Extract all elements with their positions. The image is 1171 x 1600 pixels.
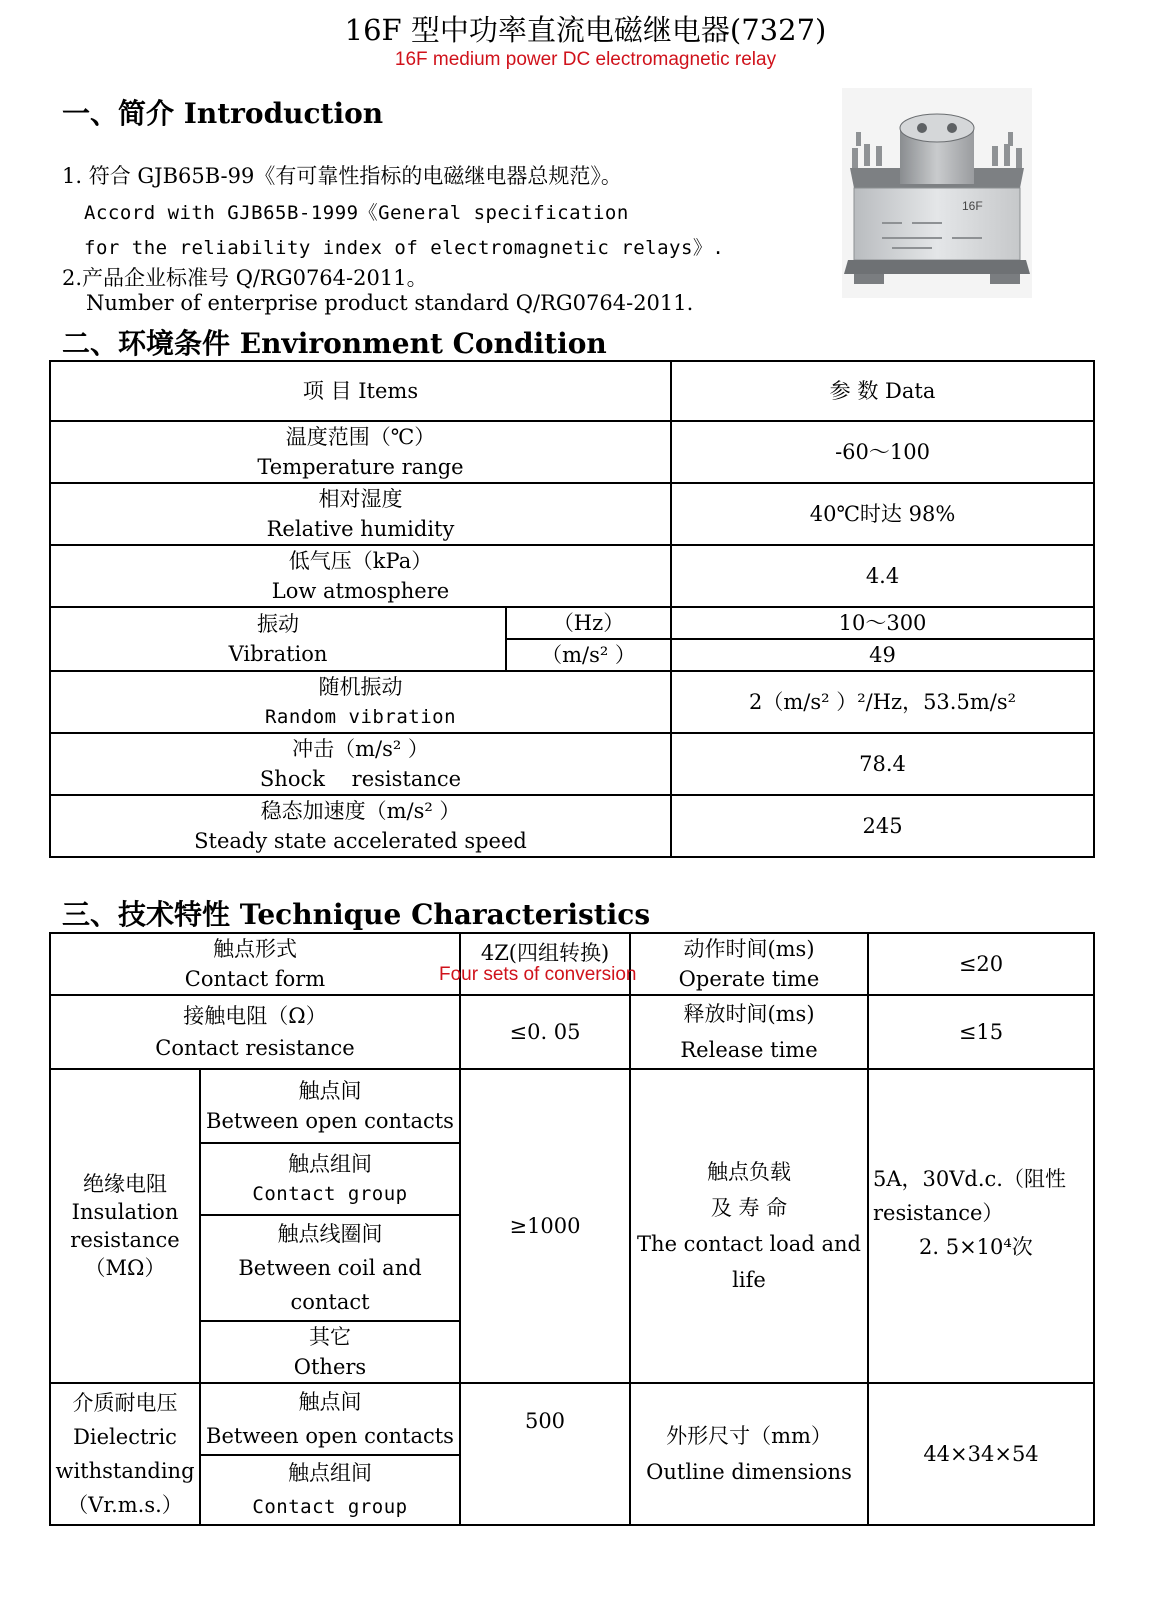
item-en: Outline dimensions — [646, 1460, 852, 1484]
operate-time-value: ≤20 — [868, 933, 1094, 995]
table-row — [50, 607, 1094, 639]
intro-item2-en: Number of enterprise product standard Q/RG0764-2011. — [86, 291, 694, 315]
dielectric-label — [50, 1383, 200, 1525]
technique-heading: 三、技术特性 Technique Characteristics — [62, 898, 651, 931]
intro-heading: 一、简介 Introduction — [62, 97, 384, 130]
item-cell — [50, 795, 671, 857]
insulation-sub-cell — [200, 1215, 460, 1321]
item-cn: 触点组间 — [288, 1152, 372, 1176]
col-data-header: 参 数 Data — [671, 361, 1094, 421]
environment-table — [49, 360, 1095, 858]
item-cn: 外形尺寸（mm） — [666, 1424, 832, 1448]
dielectric-sub-cell — [200, 1383, 460, 1455]
environment-heading: 二、环境条件 Environment Condition — [62, 327, 607, 360]
table-row — [50, 671, 1094, 733]
load-value-1: 5A，30Vd.c.（阻性 — [873, 1167, 1066, 1191]
item-en: withstanding — [55, 1459, 195, 1483]
page-subtitle: 16F medium power DC electromagnetic relay — [394, 49, 777, 70]
table-row — [50, 933, 1094, 995]
contact-load-value — [868, 1069, 1094, 1383]
item-cn: 触点组间 — [288, 1461, 372, 1485]
contact-resistance-value: ≤0. 05 — [460, 995, 630, 1069]
table-row — [50, 1383, 1094, 1455]
insulation-sub-cell — [200, 1321, 460, 1383]
item-en: Operate time — [678, 967, 820, 991]
item-cn: 触点间 — [298, 1390, 362, 1414]
item-cn: 及 寿 命 — [710, 1196, 788, 1220]
item-cell — [50, 733, 671, 795]
insulation-label — [50, 1069, 200, 1383]
value-cell: 2（m/s² ）²/Hz，53.5m/s² — [671, 671, 1094, 733]
outline-value: 44×34×54 — [868, 1383, 1094, 1525]
item-cn: 触点间 — [298, 1079, 362, 1103]
item-cn: 触点形式 — [213, 937, 297, 961]
col-items-header: 项 目 Items — [50, 361, 671, 421]
value-cell: -60～100 — [671, 421, 1094, 483]
table-row — [50, 483, 1094, 545]
load-value-2: resistance） — [873, 1201, 1004, 1225]
dielectric-value: 500 — [460, 1383, 630, 1525]
table-row — [50, 1069, 1094, 1143]
item-cn: 绝缘电阻 — [83, 1172, 167, 1196]
item-en: Temperature range — [257, 455, 464, 479]
dielectric-sub-cell — [200, 1455, 460, 1525]
environment-header-row — [50, 361, 1094, 421]
table-row — [50, 421, 1094, 483]
value-cell: 4.4 — [671, 545, 1094, 607]
item-unit: （MΩ） — [84, 1256, 166, 1280]
outline-label — [630, 1383, 868, 1525]
contact-form-value-text: 4Z(四组转换) — [480, 941, 610, 965]
item-cell — [50, 483, 671, 545]
item-en: Between coil and contact — [238, 1256, 422, 1314]
item-en: Steady state accelerated speed — [194, 829, 527, 853]
insulation-sub-cell — [200, 1069, 460, 1143]
vibration-cell — [50, 607, 506, 671]
table-row — [50, 545, 1094, 607]
item-cn: 温度范围（℃） — [285, 425, 436, 449]
item-cn: 稳态加速度（m/s² ） — [260, 799, 461, 823]
load-value-3: 2. 5×10⁴次 — [919, 1235, 1033, 1259]
value-cell: 40℃时达 98% — [671, 483, 1094, 545]
intro-item1-cn: 1. 符合 GJB65B-99《有可靠性指标的电磁继电器总规范》。 — [62, 164, 622, 188]
item-cell — [50, 421, 671, 483]
item-en: Vibration — [228, 642, 328, 666]
item-cn: 触点负载 — [707, 1160, 791, 1184]
contact-form-label — [50, 933, 460, 995]
item-en: Others — [293, 1355, 367, 1379]
svg-text:16F: 16F — [962, 199, 983, 213]
contact-form-value — [439, 933, 637, 995]
item-en: Between open contacts — [206, 1424, 454, 1448]
item-cn: 随机振动 — [318, 675, 403, 699]
intro-item1-en-a: Accord with GJB65B-1999《General specification — [84, 202, 629, 224]
release-time-label — [630, 995, 868, 1069]
value-cell: 245 — [671, 795, 1094, 857]
intro-item1-en-b: for the reliability index of electromagnetic relays》. — [84, 237, 725, 259]
item-en: resistance — [70, 1228, 180, 1252]
item-en: Release time — [680, 1038, 818, 1062]
contact-load-label — [630, 1069, 868, 1383]
value-cell: 10～300 — [671, 607, 1094, 639]
item-cell — [50, 545, 671, 607]
operate-time-label — [630, 933, 868, 995]
contact-resistance-label — [50, 995, 460, 1069]
vibration-unit-hz: （Hz） — [506, 607, 671, 639]
item-en: Insulation — [71, 1200, 179, 1224]
item-cn: 其它 — [309, 1325, 351, 1349]
vibration-unit-acc: （m/s² ） — [506, 639, 671, 671]
insulation-value: ≥1000 — [460, 1069, 630, 1383]
item-en: Contact form — [184, 967, 326, 991]
item-cn: 触点线圈间 — [277, 1222, 383, 1246]
technique-table — [49, 932, 1095, 1526]
value-cell: 49 — [671, 639, 1094, 671]
item-en: Relative humidity — [266, 517, 455, 541]
item-en: Shock resistance — [259, 767, 462, 791]
item-cn: 接触电阻（Ω） — [183, 1004, 327, 1028]
release-time-value: ≤15 — [868, 995, 1094, 1069]
item-cn: 低气压（kPa） — [288, 549, 433, 573]
insulation-sub-cell — [200, 1143, 460, 1215]
item-cn: 释放时间(ms) — [683, 1002, 815, 1026]
item-en: Low atmosphere — [271, 579, 450, 603]
value-cell: 78.4 — [671, 733, 1094, 795]
table-row — [50, 733, 1094, 795]
item-en: Dielectric — [73, 1425, 177, 1449]
relay-product-image — [842, 88, 1032, 298]
item-en: The contact load and life — [637, 1232, 861, 1292]
item-en: Contact resistance — [155, 1036, 355, 1060]
item-en: Random vibration — [264, 706, 457, 728]
item-cn: 介质耐电压 — [72, 1391, 178, 1415]
item-cn: 振动 — [257, 612, 299, 636]
item-unit: （Vr.m.s.） — [67, 1493, 183, 1517]
item-en: Contact group — [252, 1183, 408, 1205]
item-cn: 相对湿度 — [318, 487, 403, 511]
item-cn: 动作时间(ms) — [683, 937, 815, 961]
intro-item2-cn: 2.产品企业标准号 Q/RG0764-2011。 — [62, 266, 428, 290]
page-title: 16F 型中功率直流电磁继电器(7327) — [344, 13, 827, 47]
item-en: Between open contacts — [206, 1109, 454, 1133]
contact-form-note: Four sets of conversion — [439, 964, 637, 985]
item-cell — [50, 671, 671, 733]
item-cn: 冲击（m/s² ） — [292, 737, 429, 761]
table-row — [50, 795, 1094, 857]
table-row — [50, 995, 1094, 1069]
item-en: Contact group — [252, 1496, 408, 1518]
